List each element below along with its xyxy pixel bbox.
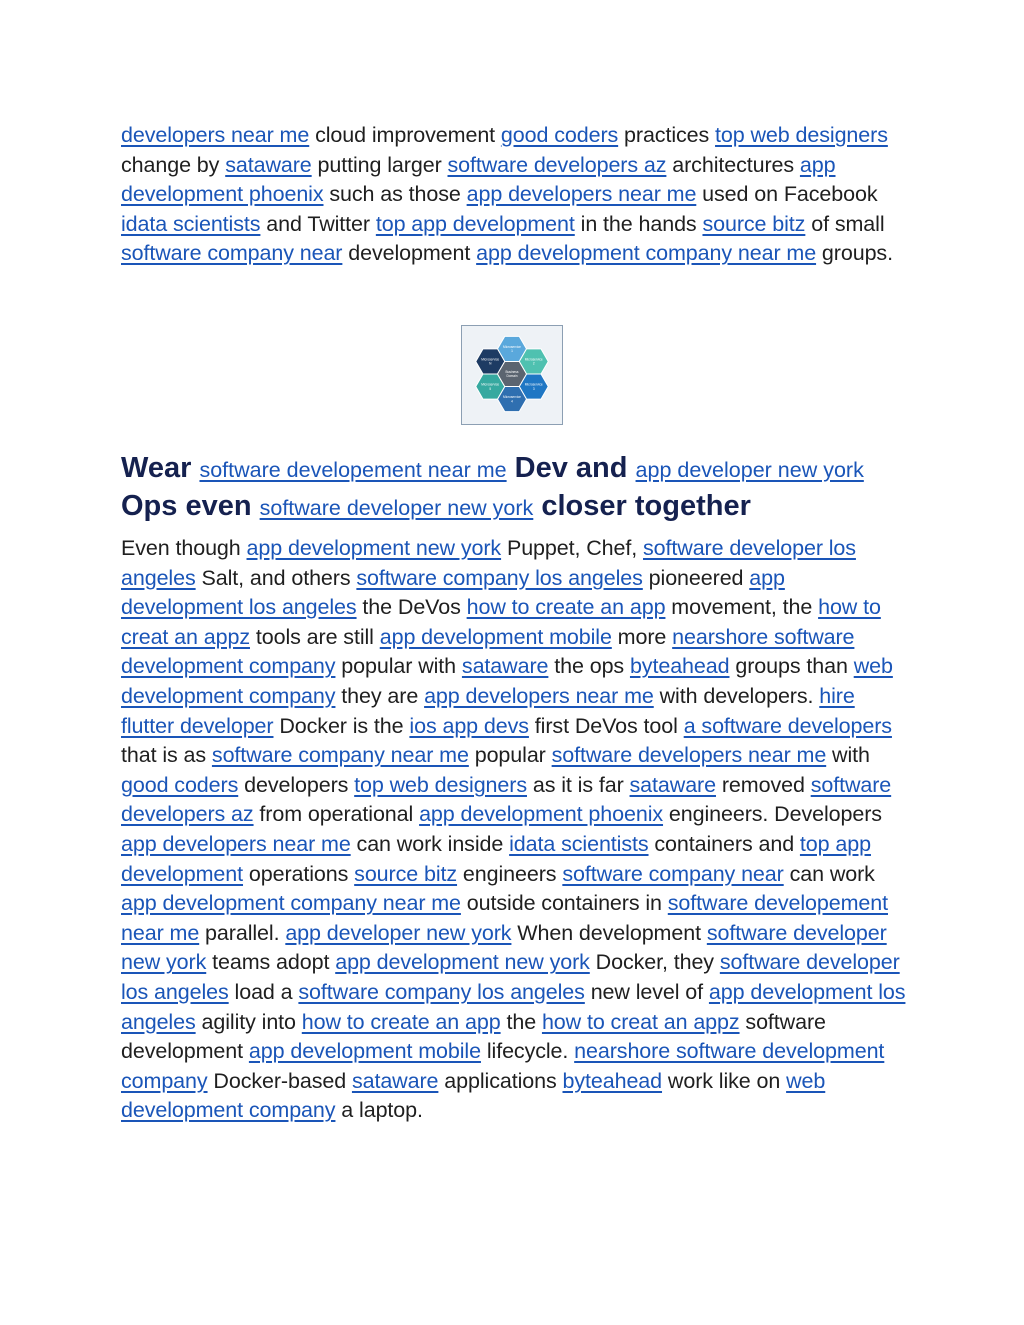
text-run: that is as <box>121 743 212 768</box>
hyperlink[interactable]: nearshore software development company <box>121 1039 885 1093</box>
text-run: tools are still <box>249 624 380 649</box>
hyperlink[interactable]: software developer los angeles <box>121 536 856 590</box>
hyperlink[interactable]: software company near me <box>211 743 469 768</box>
hyperlink[interactable]: app development mobile <box>379 624 612 649</box>
text-run: and Twitter <box>260 211 376 236</box>
hyperlink[interactable]: a software developers <box>683 713 892 738</box>
text-run: outside containers in <box>460 891 668 916</box>
hyperlink[interactable]: sataware <box>461 654 549 679</box>
text-run: When development <box>511 920 707 945</box>
hyperlink[interactable]: top app development <box>121 831 871 886</box>
hyperlink[interactable]: sataware <box>629 772 716 797</box>
hyperlink[interactable]: hire flutter developer <box>121 683 855 738</box>
hyperlink[interactable]: software developer new york <box>259 496 534 520</box>
hyperlink[interactable]: top web designers <box>715 123 888 147</box>
hyperlink[interactable]: top app development <box>375 211 575 236</box>
text-run: engineers. Developers <box>663 802 882 827</box>
text-run: lifecycle. <box>480 1039 575 1064</box>
hyperlink[interactable]: ios app devs <box>409 713 529 738</box>
microservice-hexagon-label: 3 <box>532 386 535 391</box>
hyperlink[interactable]: how to creat an appz <box>121 595 881 649</box>
text-run: operations <box>243 861 355 886</box>
text-run: can work <box>783 861 875 886</box>
hyperlink[interactable]: byteahead <box>629 654 730 679</box>
hyperlink[interactable]: source bitz <box>702 211 806 236</box>
hyperlink[interactable]: software developers az <box>121 772 892 827</box>
text-run: Salt, and others <box>195 565 357 590</box>
hyperlink[interactable]: how to creat an appz <box>541 1009 740 1034</box>
text-run: popular with <box>335 654 462 679</box>
text-run: cloud improvement <box>309 123 501 147</box>
microservice-hexagon-label: N <box>489 361 492 366</box>
hyperlink[interactable]: app developers near me <box>121 831 351 856</box>
hyperlink[interactable]: how to create an app <box>301 1009 501 1034</box>
microservice-hexagon-label: Microservice <box>524 357 543 362</box>
text-run: removed <box>715 772 811 797</box>
text-run: Wear <box>121 452 200 484</box>
hyperlink[interactable]: app developers near me <box>424 683 654 708</box>
text-run: groups. <box>816 241 893 266</box>
hyperlink[interactable]: app development los angeles <box>121 979 906 1034</box>
business-domain-hexagon-label: Domain <box>506 374 518 379</box>
text-run: developers <box>238 772 355 797</box>
text-run: a laptop. <box>335 1098 423 1123</box>
hyperlink[interactable]: software developer los angeles <box>121 950 900 1004</box>
text-run: first DeVos tool <box>528 713 684 738</box>
text-run: of small <box>805 211 885 236</box>
hyperlink[interactable]: app developers near me <box>466 182 697 207</box>
hyperlink[interactable]: app development phoenix <box>121 152 836 207</box>
text-run: such as those <box>323 182 467 207</box>
text-run: teams adopt <box>206 950 336 975</box>
hyperlink[interactable]: source bitz <box>354 861 458 886</box>
hyperlink[interactable]: developers near me <box>121 123 310 147</box>
hyperlink[interactable]: byteahead <box>562 1068 663 1093</box>
text-run: with developers. <box>653 683 820 708</box>
microservice-hexagon-label: Microservice <box>503 395 521 400</box>
text-run: Docker, they <box>589 950 720 975</box>
hyperlink[interactable]: app developer new york <box>635 458 864 482</box>
text-run: popular <box>468 743 552 768</box>
text-run: the <box>500 1009 542 1034</box>
text-run: containers and <box>648 831 800 856</box>
text-run: can work inside <box>350 831 510 856</box>
microservices-diagram-svg <box>462 326 562 424</box>
text-run: Puppet, Chef, <box>501 536 644 560</box>
hyperlink[interactable]: app development company near me <box>121 891 461 916</box>
text-run: as it is far <box>526 772 630 797</box>
hyperlink[interactable]: software company los angeles <box>356 565 643 590</box>
text-run: development <box>342 241 477 266</box>
text-run: practices <box>618 123 716 147</box>
hyperlink[interactable]: app development new york <box>246 536 502 560</box>
text-run: Ops even <box>121 490 260 522</box>
text-run: putting larger <box>311 152 448 177</box>
hyperlink[interactable]: app developer new york <box>285 920 512 945</box>
text-run: used on Facebook <box>696 182 878 207</box>
hyperlink[interactable]: top web designers <box>354 772 527 797</box>
business-domain-hexagon-label: Business <box>505 370 519 374</box>
microservices-diagram <box>461 325 563 425</box>
microservice-hexagon-label: Microservice <box>481 382 500 387</box>
text-run: closer together <box>533 490 751 522</box>
hyperlink[interactable]: app development company near me <box>476 241 817 266</box>
microservice-hexagon-label: Microservice <box>524 382 543 387</box>
text-run: work like on <box>662 1068 787 1093</box>
microservice-hexagon-label: 5 <box>489 386 492 391</box>
intro-paragraph <box>121 121 911 269</box>
hyperlink[interactable]: sataware <box>225 152 312 177</box>
text-run: groups than <box>729 654 854 679</box>
text-run: Docker-based <box>207 1068 352 1093</box>
text-run: from operational <box>253 802 420 827</box>
text-run: applications <box>438 1068 563 1093</box>
hyperlink[interactable]: idata scientists <box>509 831 649 856</box>
section-heading <box>121 450 911 526</box>
microservice-hexagon-label: 2 <box>532 361 535 366</box>
text-run: the ops <box>548 654 630 679</box>
microservice-hexagon-label: Microservice <box>503 344 521 349</box>
microservice-hexagon-label: Microservice <box>481 357 500 362</box>
hyperlink[interactable]: sataware <box>351 1068 439 1093</box>
hyperlink[interactable]: software developer new york <box>121 920 887 975</box>
text-run: Even though <box>121 536 247 560</box>
text-run: in the hands <box>574 211 703 236</box>
hyperlink[interactable]: software company los angeles <box>298 979 585 1004</box>
text-run: pioneered <box>642 565 750 590</box>
text-run: with <box>826 743 870 768</box>
text-run: agility into <box>195 1009 302 1034</box>
text-run: engineers <box>457 861 563 886</box>
hyperlink[interactable]: app development mobile <box>248 1039 481 1064</box>
text-run: architectures <box>666 152 800 177</box>
text-run: parallel. <box>199 920 286 945</box>
microservice-hexagon-label: 1 <box>511 349 513 354</box>
hyperlink[interactable]: software developers near me <box>551 743 827 768</box>
hyperlink[interactable]: app development phoenix <box>419 802 664 827</box>
hyperlink[interactable]: app development new york <box>335 950 590 975</box>
hyperlink[interactable]: idata scientists <box>121 211 261 236</box>
text-run: they are <box>335 683 425 708</box>
hyperlink[interactable]: web development company <box>121 654 893 708</box>
text-run: software development <box>121 1009 826 1064</box>
hyperlink[interactable]: software developers az <box>447 152 667 177</box>
hyperlink[interactable]: app development los angeles <box>121 565 785 620</box>
text-run: change by <box>121 152 226 177</box>
hyperlink[interactable]: software developement near me <box>199 458 507 482</box>
text-run: new level of <box>584 979 709 1004</box>
microservice-hexagon-label: 4 <box>511 399 513 404</box>
body-paragraph <box>121 534 911 1126</box>
hyperlink[interactable]: nearshore software development company <box>121 624 855 679</box>
text-run: more <box>611 624 673 649</box>
hyperlink[interactable]: software developement near me <box>121 891 888 945</box>
text-run: movement, the <box>665 595 819 620</box>
text-run: the DeVos <box>356 595 467 620</box>
hyperlink[interactable]: good coders <box>500 123 619 147</box>
hyperlink[interactable]: how to create an app <box>466 595 666 620</box>
hyperlink[interactable]: software company near <box>562 861 784 886</box>
hyperlink[interactable]: good coders <box>121 772 239 797</box>
text-run: Dev and <box>506 452 636 484</box>
text-run: Docker is the <box>273 713 410 738</box>
hyperlink[interactable]: web development company <box>121 1068 826 1123</box>
text-run: load a <box>228 979 299 1004</box>
hyperlink[interactable]: software company near <box>121 241 343 266</box>
